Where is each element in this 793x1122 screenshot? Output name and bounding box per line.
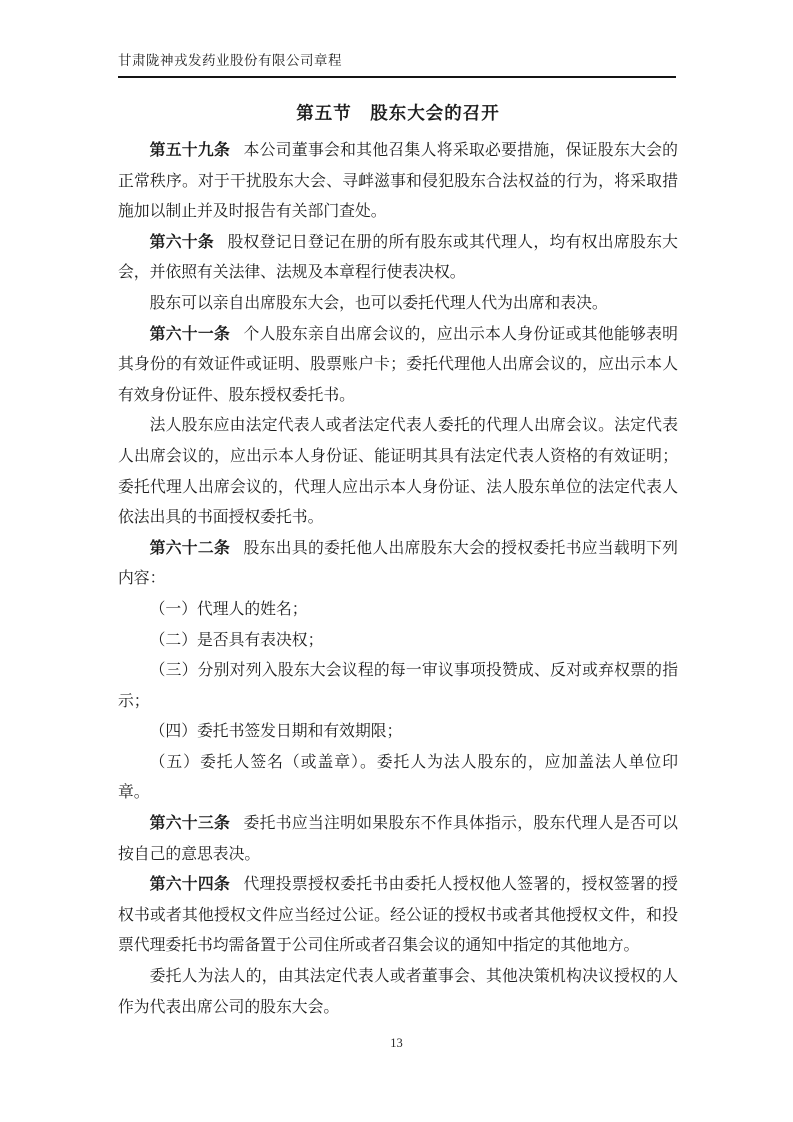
article-paragraph (118, 289, 678, 320)
paragraph-text: 股东出具的委托他人出席股东大会的授权委托书应当载明下列内容： (118, 539, 678, 588)
paragraph-text: 股东可以亲自出席股东大会，也可以委托代理人代为出席和表决。 (149, 294, 608, 312)
article-number: 第六十二条 (149, 539, 231, 557)
running-header-text: 甘肃陇神戎发药业股份有限公司章程 (118, 53, 342, 68)
article-number: 第六十条 (149, 233, 215, 251)
page-number: 13 (390, 1036, 403, 1050)
article-paragraph (118, 962, 678, 1023)
paragraph-text: 股权登记日登记在册的所有股东或其代理人，均有权出席股东大会，并依照有关法律、法规及本章程行使表决权。 (118, 233, 678, 282)
article-number: 第六十一条 (149, 325, 231, 343)
article-number: 第六十四条 (149, 876, 231, 894)
article-number: 第五十九条 (149, 142, 231, 159)
article-paragraph (118, 534, 678, 595)
list-item (118, 717, 678, 748)
paragraph-text: 法人股东应由法定代表人或者法定代表人委托的代理人出席会议。法定代表人出席会议的，应出示本人身份证、能证明其具有法定代表人资格的有效证明；委托代理人出席会议的，代理人应出示本人身份证、法人股东单位的法定代表人依法出具的书面授权委托书。 (118, 417, 678, 527)
paragraph-text: （二）是否具有表决权； (149, 631, 324, 649)
list-item (118, 748, 678, 809)
paragraph-text: 代理投票授权委托书由委托人授权他人签署的，授权签署的授权书或者其他授权文件应当经过公证。经公证的授权书或者其他授权文件，和投票代理委托书均需备置于公司住所或者召集会议的通知中指定的其他地方。 (118, 876, 678, 955)
paragraph-text: 本公司董事会和其他召集人将采取必要措施，保证股东大会的正常秩序。对于干扰股东大会、寻衅滋事和侵犯股东合法权益的行为，将采取措施加以制止并及时报告有关部门查处。 (118, 142, 678, 221)
article-number: 第六十三条 (149, 815, 231, 833)
list-item (118, 656, 678, 717)
paragraph-text: 个人股东亲自出席会议的，应出示本人身份证或其他能够表明其身份的有效证件或证明、股票账户卡；委托代理他人出席会议的，应出示本人有效身份证件、股东授权委托书。 (118, 325, 678, 404)
list-item (118, 626, 678, 657)
section-title: 第五节 股东大会的召开 (296, 103, 500, 123)
article-paragraph (118, 809, 678, 870)
document-body (118, 136, 678, 1023)
list-item (118, 595, 678, 626)
article-paragraph (118, 136, 678, 228)
article-paragraph (118, 320, 678, 412)
paragraph-text: （五）委托人签名（或盖章）。委托人为法人股东的，应加盖法人单位印章。 (118, 753, 678, 802)
paragraph-text: （一）代理人的姓名； (149, 600, 308, 618)
article-paragraph (118, 411, 678, 533)
paragraph-text: （四）委托书签发日期和有效期限； (149, 723, 403, 741)
article-paragraph (118, 228, 678, 289)
paragraph-text: （三）分别对列入股东大会议程的每一审议事项投赞成、反对或弃权票的指示； (118, 662, 678, 710)
article-paragraph (118, 870, 678, 962)
paragraph-text: 委托人为法人的，由其法定代表人或者董事会、其他决策机构决议授权的人作为代表出席公司的股东大会。 (118, 968, 678, 1016)
paragraph-text: 委托书应当注明如果股东不作具体指示，股东代理人是否可以按自己的意思表决。 (118, 815, 678, 863)
running-header (118, 51, 676, 78)
